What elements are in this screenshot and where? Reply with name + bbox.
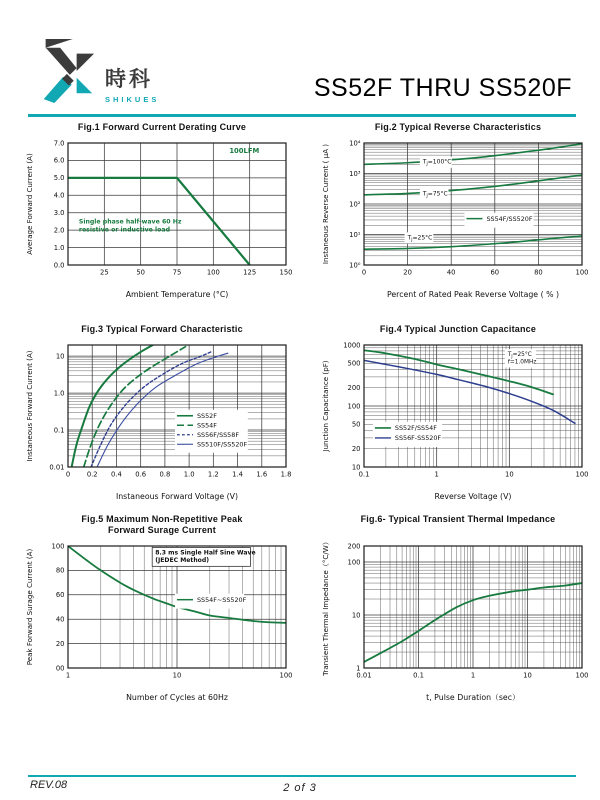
svg-text:10²: 10² [349,200,361,209]
y-axis-label: Average Forward Current (A) [25,153,34,255]
svg-text:1.0: 1.0 [53,243,65,252]
svg-text:100: 100 [206,268,220,277]
legend-label: SS54F~SS520F [197,595,247,604]
fig5-title-line1: Fig.5 Maximum Non-Repetitive Peak [81,514,243,524]
annotation-text: resistive or inductive load [78,226,171,234]
x-axis-label: Number of Cycles at 60Hz [126,693,228,702]
curve-tj-100c [364,144,582,165]
svg-text:100: 100 [51,542,65,551]
annotation-text: $T_J=75^\circ C$ [422,190,448,198]
fig6-thermal-impedance-chart [318,514,598,706]
svg-text:0.01: 0.01 [49,463,65,472]
svg-text:1.6: 1.6 [256,470,268,479]
legend-label: SS52F/SS54F [394,424,437,433]
svg-text:5.0: 5.0 [53,174,65,183]
svg-text:100: 100 [347,558,361,567]
svg-text:50: 50 [351,420,361,429]
annotation-text: $T_J=25^\circ C$ [507,351,532,359]
svg-text:100: 100 [347,402,361,411]
document-title: SS52F THRU SS520F [313,74,572,102]
fig6-plot [318,538,598,706]
grid-lines [364,143,582,265]
legend-label: SS54F/SS520F [486,214,533,223]
legend-label: SS56F-SS520F [394,434,442,443]
svg-text:80: 80 [55,566,65,575]
svg-text:1.4: 1.4 [232,470,243,479]
fig5-plot [22,538,302,706]
svg-text:0.1: 0.1 [413,671,424,680]
annotation-text: $T_J=25^\circ C$ [407,234,433,242]
tick-labels [54,139,293,276]
svg-text:10: 10 [505,470,514,479]
svg-text:75: 75 [172,268,182,277]
fig3-forward-characteristic-chart [22,324,302,505]
annotation-text: 100LFM [229,146,260,155]
annotation-text: Single phase half-wave 60 Hz [78,218,182,226]
shikues-logo-icon [34,36,96,106]
svg-text:6.0: 6.0 [53,156,65,165]
footer-page-number: 2 of 3 [283,782,317,794]
tick-labels [348,542,589,679]
svg-text:10⁴: 10⁴ [349,139,361,148]
svg-text:0.4: 0.4 [111,470,122,479]
svg-text:0.8: 0.8 [159,470,171,479]
annotation-text: $T_J=100^\circ C$ [422,158,452,167]
svg-text:20: 20 [403,268,412,277]
svg-text:100: 100 [575,671,589,680]
svg-text:500: 500 [347,359,361,368]
y-axis-label: Instaneous Forward Current (A) [25,350,34,462]
x-axis-label: Reverse Voltage (V) [434,492,512,501]
svg-text:10: 10 [351,463,361,472]
svg-text:1: 1 [356,664,361,673]
svg-text:10⁰: 10⁰ [349,261,361,270]
svg-text:1.0: 1.0 [183,470,195,479]
x-axis-label: Instaneous Forward Voltage (V) [115,492,239,501]
fig5-title-line2: Forward Surage Current [108,525,216,535]
svg-text:150: 150 [279,268,293,277]
fig2-plot [318,135,598,303]
svg-text:1: 1 [65,671,71,680]
fig4-title: Fig.4 Typical Junction Capacitance [379,324,537,334]
series-curves [364,144,582,250]
y-axis-label: Instaneous Reverse Current ( µA ) [321,143,330,265]
svg-text:125: 125 [243,268,257,277]
header-rule [28,114,576,117]
fig2-reverse-characteristics-chart [318,122,598,303]
brand-name-cn: 時科 [105,68,153,91]
svg-text:3.0: 3.0 [53,209,65,218]
svg-text:1.2: 1.2 [207,470,219,479]
svg-text:10: 10 [172,671,182,680]
grid-lines [364,345,582,467]
x-axis-label: Ambient Temperature (°C) [125,290,229,299]
y-axis-label: Peak Forward Surage Current (A) [25,548,34,666]
fig4-junction-capacitance-chart [318,324,598,505]
fig2-title: Fig.2 Typical Reverse Characteristics [374,122,542,132]
svg-text:20: 20 [55,639,65,648]
svg-text:2.0: 2.0 [53,226,65,235]
legend-label: SS56F/SS58F [197,430,239,439]
svg-text:10³: 10³ [349,169,361,178]
header-logo [34,36,159,106]
fig4-plot [318,337,598,505]
fig3-title: Fig.3 Typical Forward Characteristic [81,324,243,334]
svg-text:20: 20 [351,444,361,453]
y-axis-label: Transient Thermal Impedance（°C/W） [321,538,330,676]
svg-text:40: 40 [446,268,456,277]
fig1-plot [22,135,302,303]
grid-lines [68,143,286,265]
svg-text:1: 1 [470,671,476,680]
svg-text:0.01: 0.01 [356,671,372,680]
brand-text [105,68,159,106]
svg-text:25: 25 [100,268,109,277]
x-axis-label: t, Pulse Duration（sec） [426,693,520,702]
svg-text:10: 10 [55,352,65,361]
legend-label: SS54F [197,421,217,430]
svg-text:00: 00 [55,664,65,673]
svg-text:0.2: 0.2 [86,470,98,479]
legend-label: SS52F [197,411,217,420]
svg-text:0: 0 [65,470,71,479]
svg-text:0: 0 [361,268,367,277]
annotation-text: f=1.0MHz [507,359,537,366]
svg-text:100: 100 [279,671,293,680]
annotation-text: (JEDEC Method) [155,557,210,565]
svg-text:200: 200 [347,383,361,392]
curve-tj-75c [364,175,582,195]
svg-text:0.1: 0.1 [358,470,370,479]
svg-text:10: 10 [351,611,361,620]
fig5-surge-current-chart [22,514,302,706]
svg-text:60: 60 [490,268,500,277]
footer-rule [28,775,576,777]
svg-text:4.0: 4.0 [53,191,65,200]
svg-text:100: 100 [575,268,589,277]
legend-label: SS510F/SS520F [197,440,248,449]
svg-text:1: 1 [434,470,439,479]
fig6-title-spacer [318,525,598,536]
svg-text:0.0: 0.0 [53,261,65,270]
svg-text:60: 60 [55,591,65,600]
svg-text:80: 80 [534,268,543,277]
svg-text:1.0: 1.0 [53,389,65,398]
fig1-title: Fig.1 Forward Current Derating Curve [77,122,247,132]
svg-text:0.6: 0.6 [135,470,147,479]
svg-text:10: 10 [523,671,532,680]
fig1-forward-current-derating-chart [22,122,302,303]
annotation-text: 8.3 ms Single Half Sine Wave [155,549,256,557]
svg-text:200: 200 [347,542,361,551]
y-axis-label: Junction Capacitance (pF) [321,360,330,452]
svg-text:0.1: 0.1 [53,426,65,435]
brand-name-en: SHIKUES [105,95,160,104]
footer-revision: REV.08 [30,779,68,791]
grid-lines [364,546,582,668]
x-axis-label: Percent of Rated Peak Reverse Voltage ( % ) [386,290,560,299]
fig3-plot [22,337,302,505]
svg-text:50: 50 [136,268,145,277]
curve-tj-25c [364,236,582,249]
svg-text:1000: 1000 [343,341,361,350]
svg-text:100: 100 [575,470,589,479]
fig6-title: Fig.6- Typical Transient Thermal Impedance [360,514,556,524]
svg-text:10¹: 10¹ [349,230,361,239]
svg-text:40: 40 [55,615,65,624]
svg-text:1.8: 1.8 [280,470,292,479]
series-curves [364,350,575,423]
svg-text:7.0: 7.0 [53,139,65,148]
